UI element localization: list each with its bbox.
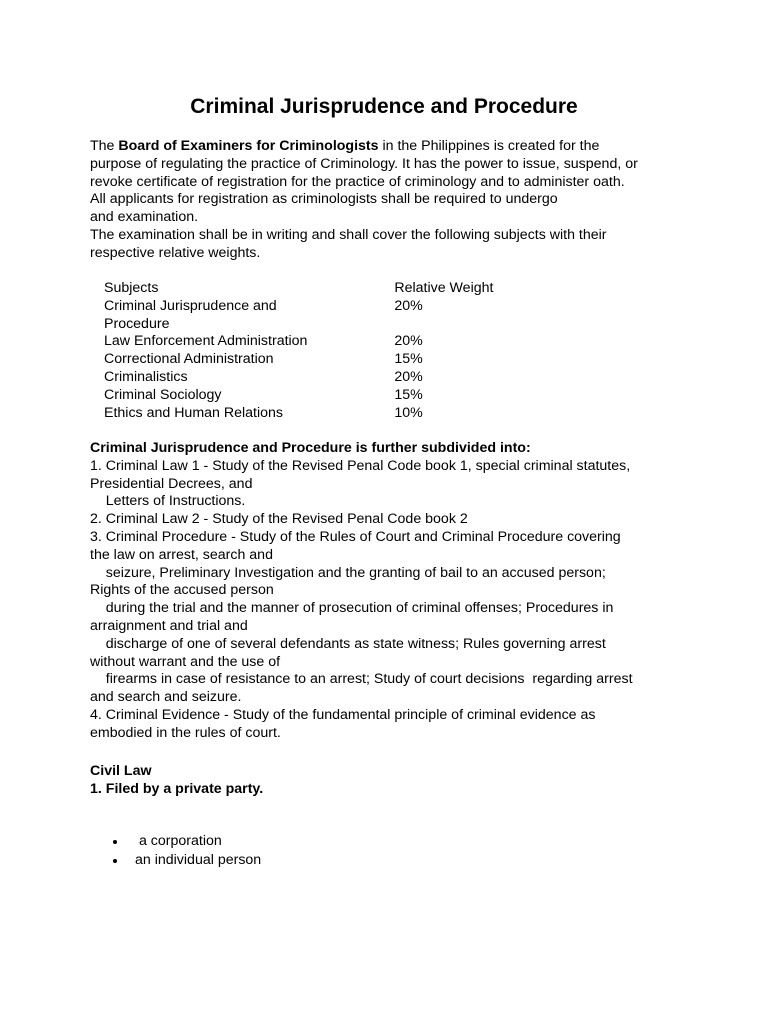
civil-law-section [90, 763, 690, 799]
table-row [104, 351, 604, 369]
subdivision-line: the law on arrest, search and [90, 546, 273, 563]
header-subjects: Subjects [104, 280, 159, 296]
subject-cell: Correctional Administration [104, 351, 274, 368]
table-row [104, 405, 604, 423]
civil-law-heading: Civil Law [90, 763, 152, 779]
subdivision-line: Rights of the accused person [90, 582, 274, 599]
weight-cell: 20% [394, 368, 423, 385]
subdivision-line: arraignment and trial and [90, 617, 248, 634]
party-bullet-list [104, 832, 261, 870]
intro-line-3: revoke certificate of registration for the practice of criminology and to administer oath. [90, 173, 625, 190]
civil-law-item: 1. Filed by a private party. [90, 780, 264, 797]
subdivision-line: and search and seizure. [90, 689, 242, 706]
table-row [104, 369, 604, 387]
table-header-row [104, 280, 604, 298]
weight-cell: 20% [394, 297, 423, 314]
subjects-weights-table [104, 280, 604, 422]
subdivision-line: 4. Criminal Evidence - Study of the fundamental principle of criminal evidence as [90, 706, 596, 723]
bullet-icon [113, 840, 117, 844]
subdivision-line: Presidential Decrees, and [90, 475, 253, 492]
list-item: a corporation [104, 832, 261, 851]
subdivision-line: firearms in case of resistance to an arrest; Study of court decisions regarding arrest [90, 671, 633, 688]
table-row [104, 387, 604, 405]
weight-cell: 10% [394, 404, 423, 421]
subject-cell: Criminal Sociology [104, 386, 222, 403]
intro-line-5: and examination. [90, 209, 199, 226]
subdivision-heading: Criminal Jurisprudence and Procedure is further subdivided into: [90, 440, 531, 456]
weight-cell: 15% [394, 351, 423, 368]
intro-line-1: The Board of Examiners for Criminologists in the Philippines is created for the [90, 138, 600, 154]
subdivision-line: seizure, Preliminary Investigation and the granting of bail to an accused person; [90, 564, 606, 581]
subdivision-section [90, 440, 710, 743]
subject-cell: Criminalistics [104, 368, 188, 385]
intro-line-4: All applicants for registration as criminologists shall be required to undergo [90, 191, 558, 208]
subject-cell: Law Enforcement Administration [104, 333, 308, 350]
board-name: Board of Examiners for Criminologists [118, 138, 379, 154]
weight-cell: 15% [394, 386, 423, 403]
table-row [104, 298, 604, 334]
table-row [104, 333, 604, 351]
list-item: an individual person [104, 851, 261, 870]
subdivision-line: Letters of Instructions. [90, 493, 246, 510]
document-title: Criminal Jurisprudence and Procedure [190, 95, 578, 118]
subdivision-line: without warrant and the use of [90, 653, 281, 670]
intro-line-6: The examination shall be in writing and shall cover the following subjects with their [90, 226, 607, 243]
subdivision-line: discharge of one of several defendants as state witness; Rules governing arrest [90, 635, 606, 652]
subdivision-line: 3. Criminal Procedure - Study of the Rules of Court and Criminal Procedure covering [90, 528, 621, 545]
subject-cell: Ethics and Human Relations [104, 404, 284, 421]
subject-cell: Criminal Jurisprudence and Procedure [104, 297, 277, 332]
intro-line-7: respective relative weights. [90, 244, 261, 261]
intro-paragraph [90, 138, 690, 263]
subdivision-line: 2. Criminal Law 2 - Study of the Revised Penal Code book 2 [90, 511, 468, 528]
weight-cell: 20% [394, 333, 423, 350]
intro-line-2: purpose of regulating the practice of Criminology. It has the power to issue, suspend, or [90, 155, 638, 172]
header-relative-weight: Relative Weight [394, 280, 494, 296]
subdivision-line: during the trial and the manner of prosecution of criminal offenses; Procedures in [90, 600, 614, 617]
subdivision-line: 1. Criminal Law 1 - Study of the Revised Penal Code book 1, special criminal statutes, [90, 457, 631, 474]
subdivision-line: embodied in the rules of court. [90, 724, 281, 741]
bullet-icon [113, 859, 117, 863]
